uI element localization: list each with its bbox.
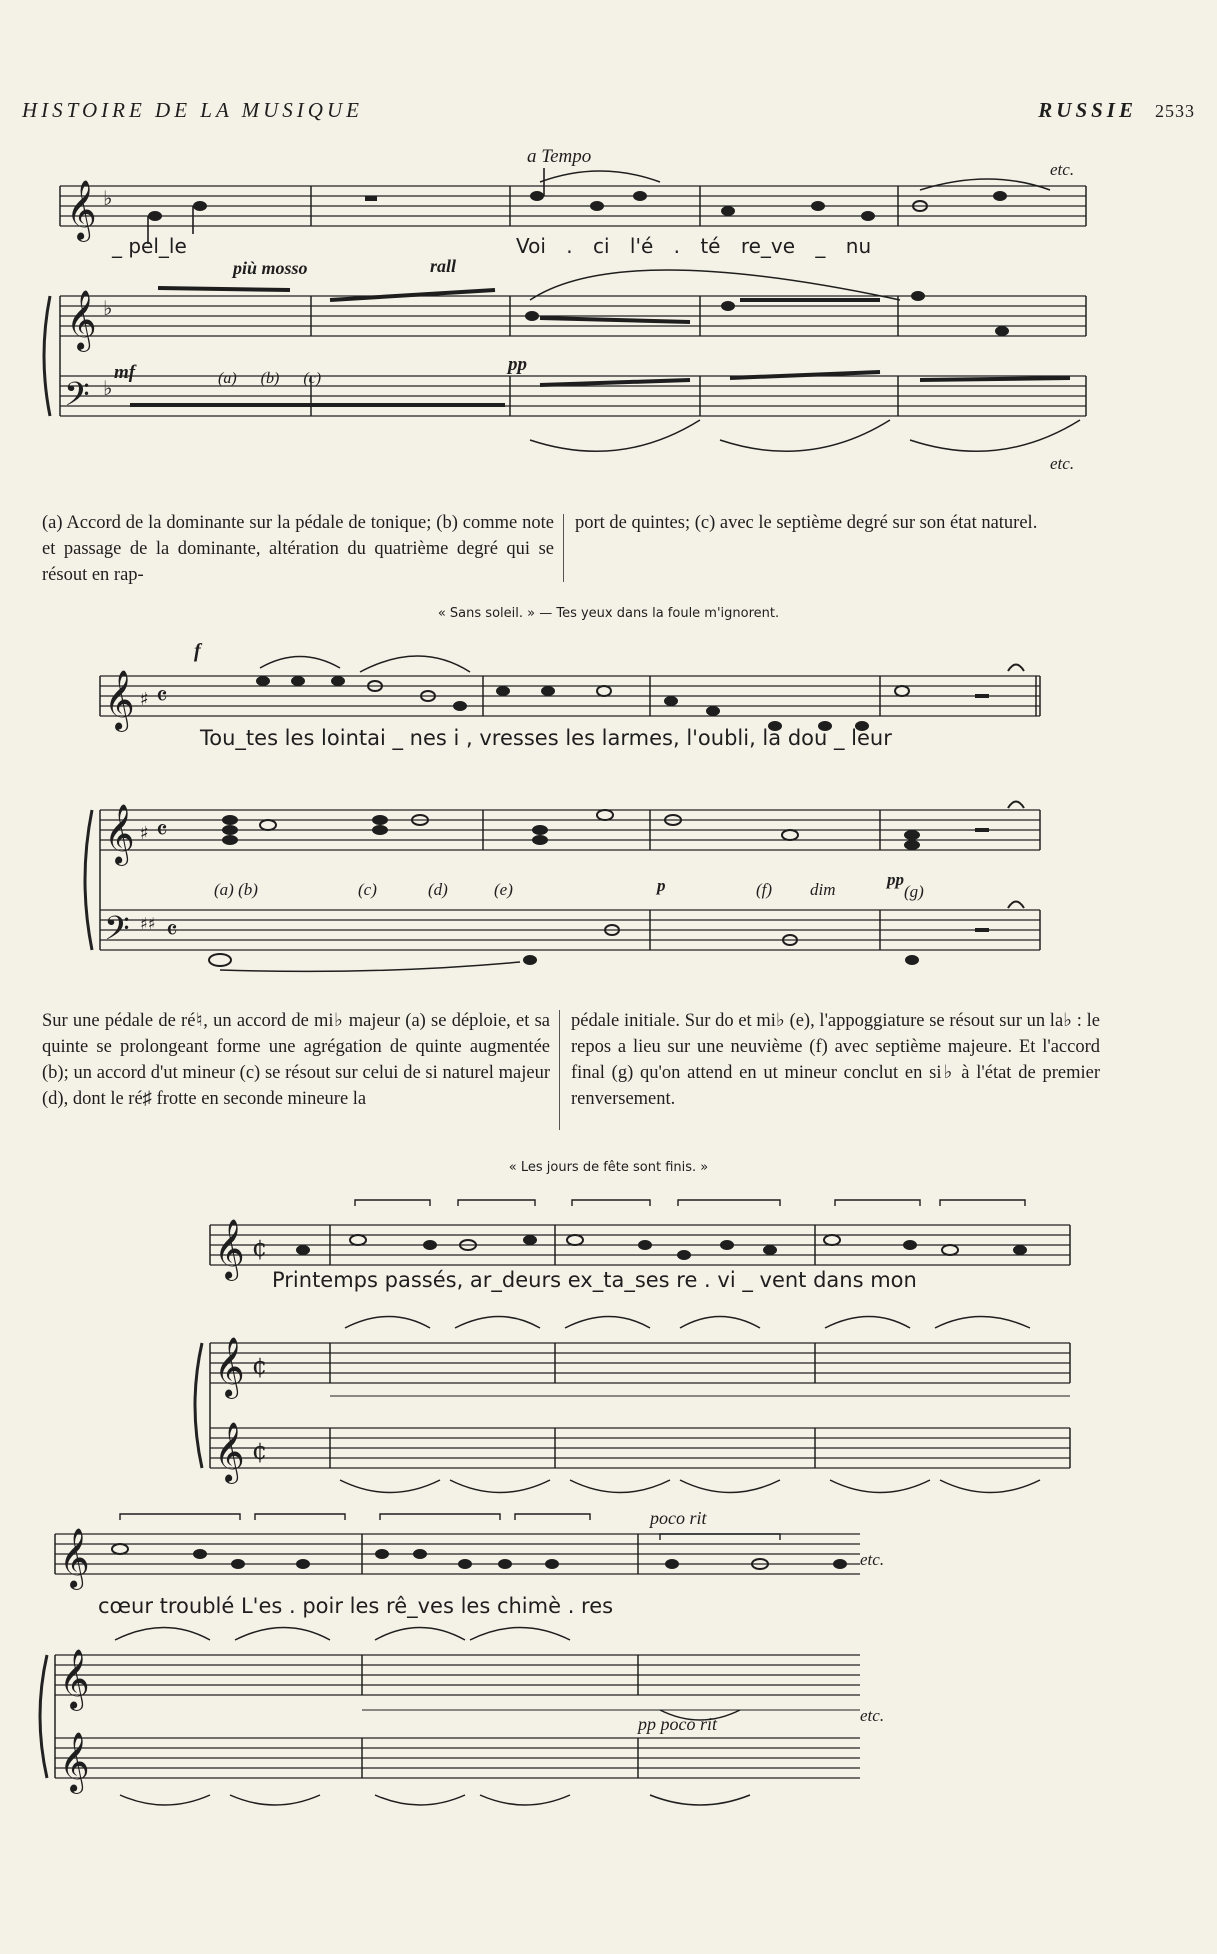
label-d: (d) [428, 880, 448, 899]
page-number: 2533 [1155, 101, 1195, 121]
caption-jours-de-fete: « Les jours de fête sont finis. » [508, 1160, 709, 1175]
label-dim: dim [810, 880, 836, 899]
piano-bass-4 [55, 1655, 860, 1805]
analysis-note-1-right: port de quintes; (c) avec le septième degré sur son état naturel. [575, 513, 1038, 533]
svg-text:♯♯: ♯♯ [140, 914, 156, 933]
svg-text:𝄴: 𝄴 [166, 916, 178, 946]
svg-text:𝄞: 𝄞 [214, 1422, 245, 1482]
analysis-note-2-right: pédale initiale. Sur do et mi♭ (e), l'appoggiature se résout sur un la♭ : le repos a lieu sur une neuvième (f) avec septième majeure. Et l'accord final (g) qu'on attend en ut mineur conclut en si♭ à l'état de premier renversement. [571, 1011, 1100, 1109]
label-g: (g) [904, 882, 924, 901]
running-title: HISTOIRE DE LA MUSIQUE [22, 98, 363, 122]
chord-labels-1: (a) (b) (c) [218, 370, 322, 387]
lyrics-excerpt-1a: _ pel_le [112, 234, 187, 258]
label-f: (f) [756, 880, 773, 899]
piano-treble-4 [55, 1628, 860, 1721]
svg-text:♭: ♭ [103, 186, 113, 210]
label-e: (e) [494, 880, 513, 899]
svg-text:𝄴: 𝄴 [156, 682, 168, 712]
dynamic-pp-2: pp [887, 870, 904, 889]
label-a-b: (a) (b) [214, 880, 258, 899]
etc-mark-piano: etc. [860, 1706, 885, 1725]
svg-text:♯: ♯ [140, 823, 149, 844]
etc-mark-bottom: etc. [1050, 454, 1075, 473]
etc-mark-vocal: etc. [860, 1550, 885, 1569]
dynamic-p: p [657, 876, 666, 895]
svg-text:𝄢: 𝄢 [64, 376, 90, 422]
dynamic-pp: pp [508, 354, 527, 375]
piu-mosso-mark: più mosso [233, 258, 308, 278]
svg-text:𝄞: 𝄞 [104, 670, 135, 730]
svg-text:𝄞: 𝄞 [214, 1219, 245, 1279]
svg-text:¢: ¢ [252, 1437, 268, 1465]
analysis-note-1-left: (a) Accord de la dominante sur la pédale de tonique; (b) comme note et passage de la dominante, altération du quatrième degré qui se résout en rap- [42, 513, 554, 585]
analysis-note-2-left: Sur une pédale de ré♮, un accord de mi♭ majeur (a) se déploie, et sa quinte se prolongeant forme une agrégation de quinte augmentée (b); un accord d'ut mineur (c) se résout sur celui de si naturel majeur (d), dont le ré♯ frotte en seconde mineure la [42, 1011, 550, 1109]
label-c: (c) [358, 880, 377, 899]
vocal-staff-4 [55, 1514, 860, 1590]
svg-text:𝄞: 𝄞 [59, 1528, 90, 1588]
svg-text:𝄞: 𝄞 [214, 1337, 245, 1397]
svg-text:𝄞: 𝄞 [59, 1649, 90, 1709]
svg-text:♭: ♭ [103, 376, 113, 400]
svg-text:¢: ¢ [252, 1352, 268, 1380]
caption-sans-soleil: « Sans soleil. » — Tes yeux dans la foule m'ignorent. [437, 606, 780, 621]
section-title: RUSSIE [1038, 98, 1137, 122]
svg-text:¢: ¢ [252, 1234, 268, 1262]
svg-text:𝄢: 𝄢 [104, 910, 130, 956]
dynamic-f: f [194, 640, 201, 662]
rall-mark: rall [430, 256, 457, 276]
svg-text:𝄞: 𝄞 [66, 290, 97, 350]
svg-text:𝄴: 𝄴 [156, 816, 168, 846]
lyrics-excerpt-3: Printemps passés, ar_deurs ex_ta_ses re . vi _ vent dans mon [272, 1268, 917, 1292]
lyrics-excerpt-1b: Voi . ci l'é . té re_ve _ nu [516, 234, 872, 258]
dynamic-mf: mf [114, 362, 136, 383]
lyrics-excerpt-2: Tou_tes les lointai _ nes i , vresses les larmes, l'oubli, la dou _ leur [200, 726, 892, 750]
svg-text:𝄞: 𝄞 [104, 804, 135, 864]
etc-mark-top: etc. [1050, 160, 1075, 179]
svg-text:𝄞: 𝄞 [59, 1732, 90, 1792]
svg-text:♯: ♯ [140, 689, 149, 710]
poco-rit-mark: poco rit [650, 1508, 707, 1528]
lyrics-excerpt-4: cœur troublé L'es . poir les rê_ves les chimè . res [98, 1594, 614, 1618]
svg-text:𝄞: 𝄞 [66, 180, 97, 240]
pp-poco-rit-mark: pp poco rit [638, 1714, 717, 1734]
svg-text:♭: ♭ [103, 296, 113, 320]
tempo-mark: a Tempo [527, 146, 592, 167]
